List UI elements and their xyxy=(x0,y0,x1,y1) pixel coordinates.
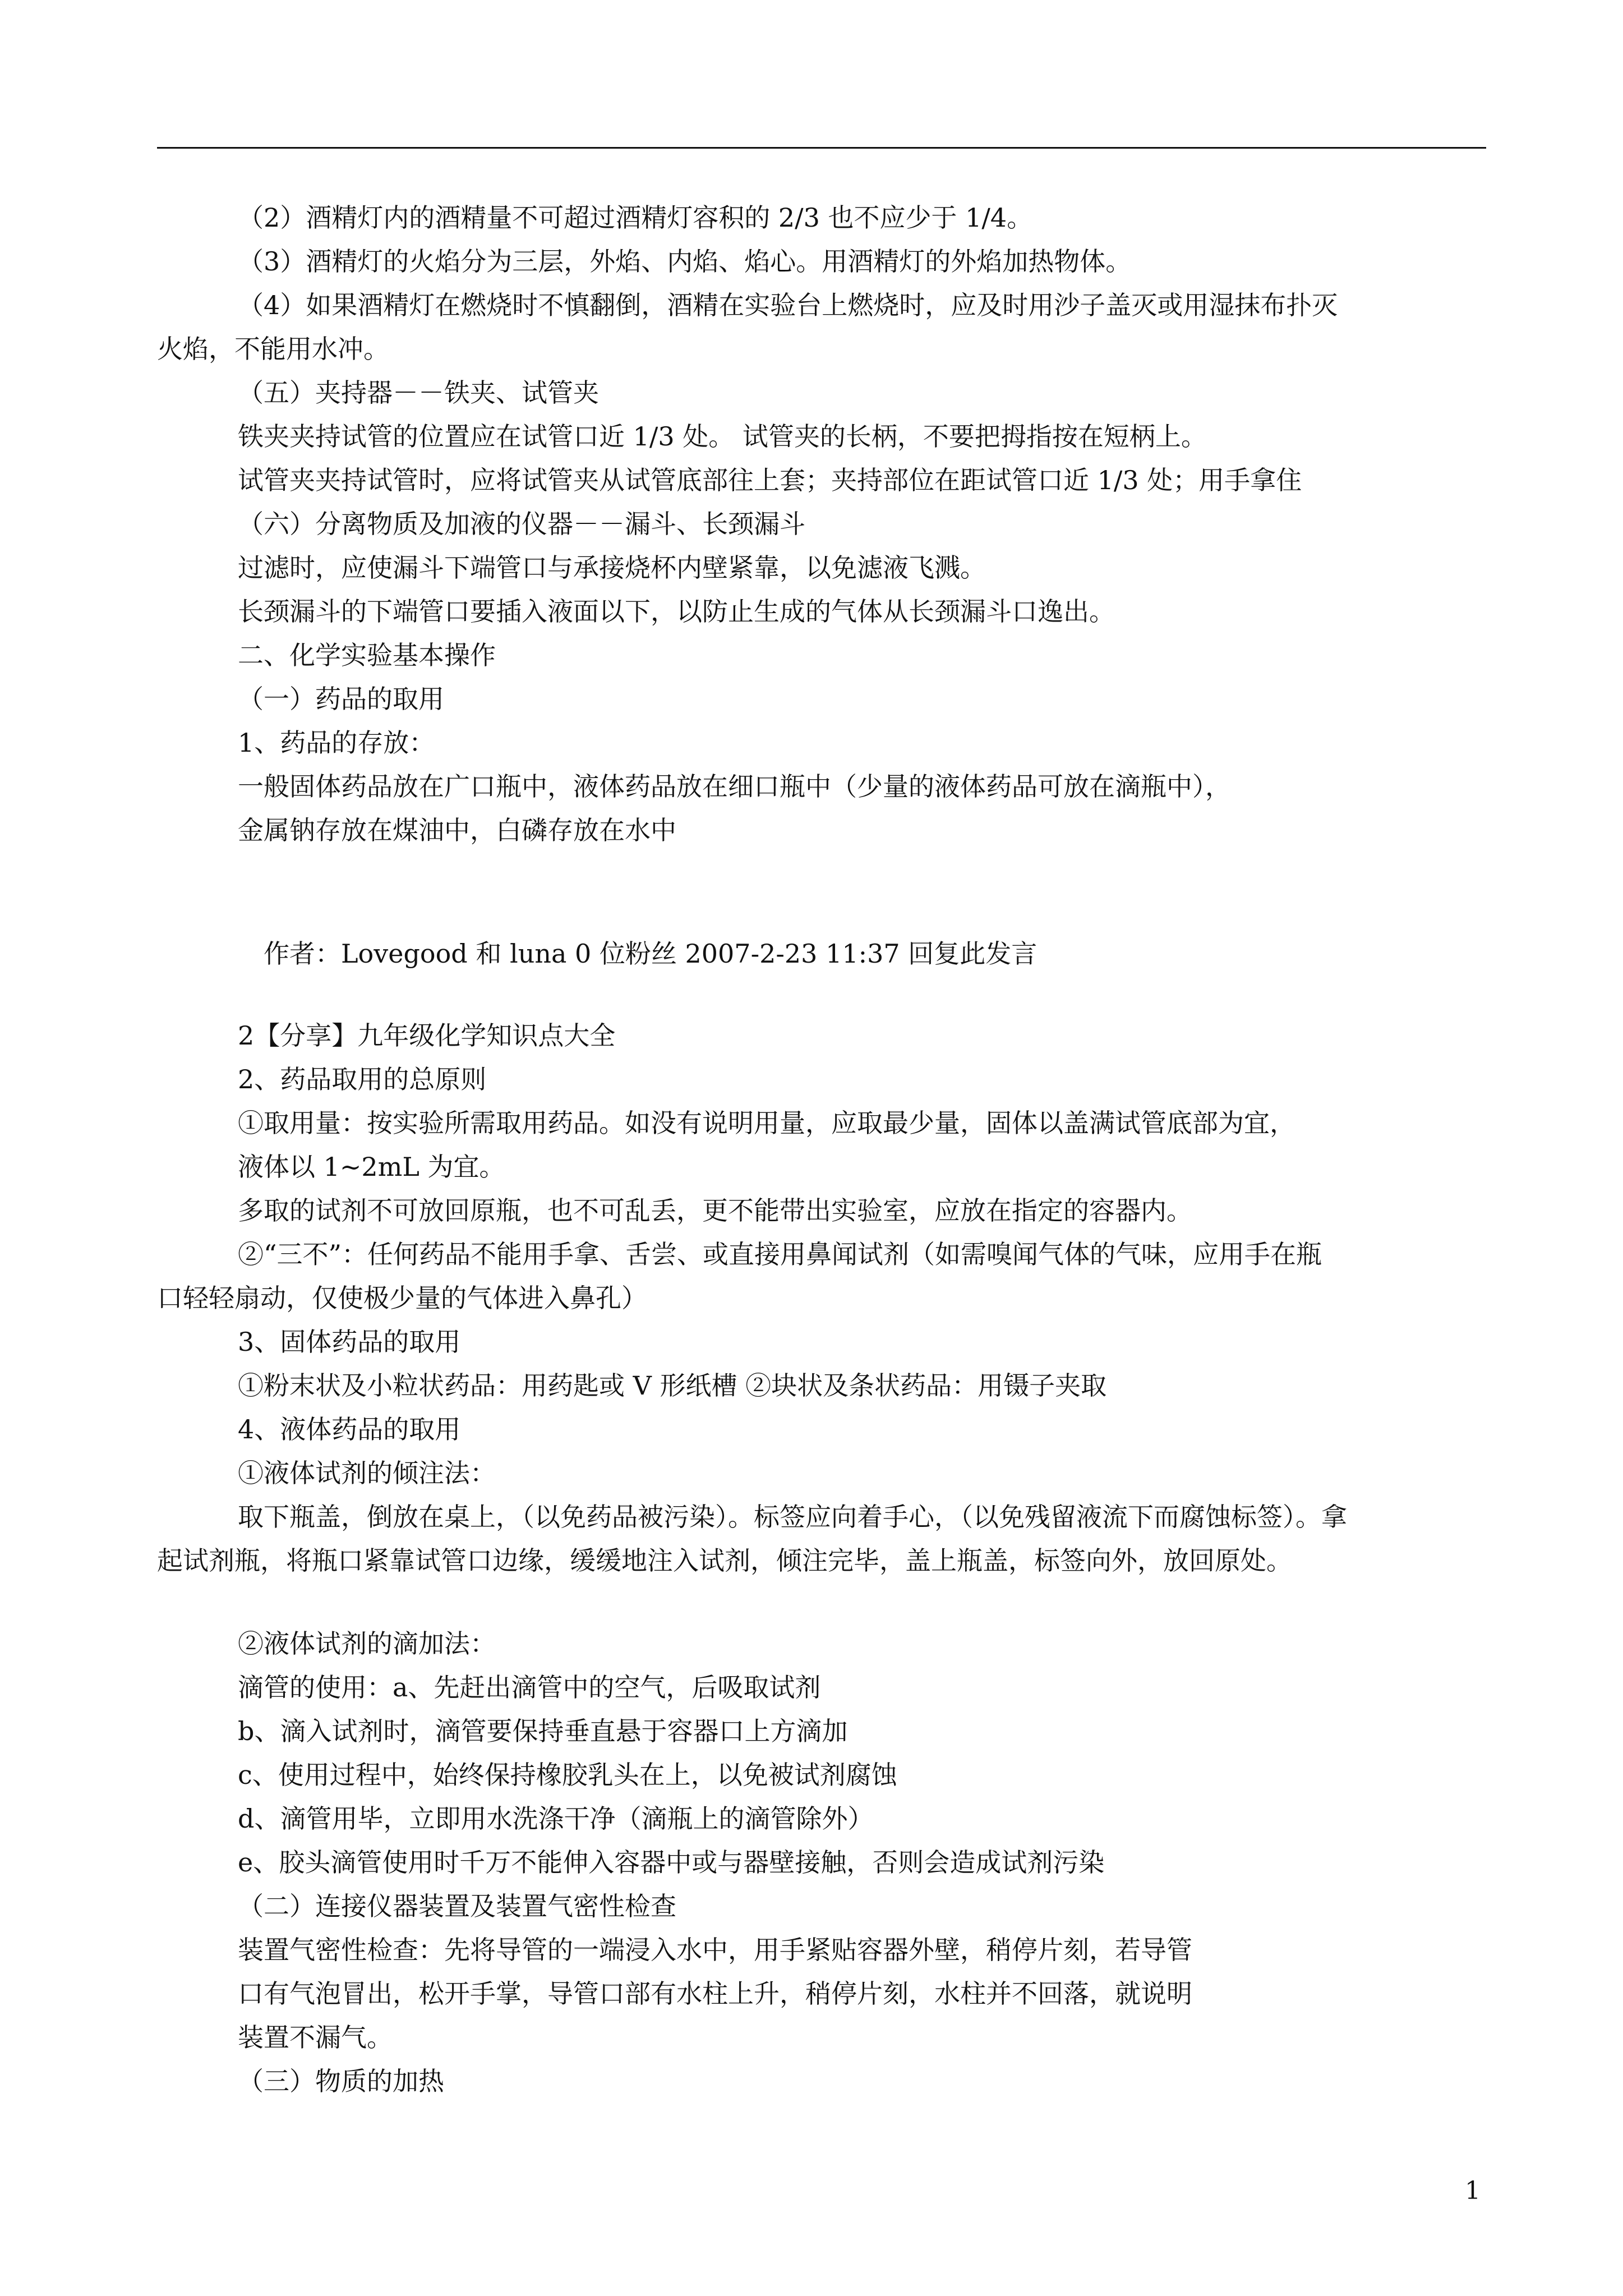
subsection-heading: （三）物质的加热 xyxy=(238,2066,444,2096)
text-line: 试管夹夹持试管时，应将试管夹从试管底部往上套；夹持部位在距试管口近 1/3 处；用手拿住 xyxy=(238,465,1302,495)
text-line: （4）如果酒精灯在燃烧时不慎翻倒，酒精在实验台上燃烧时，应及时用沙子盖灭或用湿抹布扑灭 xyxy=(238,290,1338,320)
text-line: 口有气泡冒出，松开手掌，导管口部有水柱上升，稍停片刻，水柱并不回落，就说明 xyxy=(238,1978,1192,2009)
text-line: 1、药品的存放： xyxy=(238,728,435,758)
text-line: 液体以 1~2mL 为宜。 xyxy=(238,1152,505,1182)
text-line: 火焰，不能用水冲。 xyxy=(157,334,389,364)
text-line: 3、固体药品的取用 xyxy=(238,1327,461,1357)
page-number: 1 xyxy=(1465,2177,1481,2205)
header-rule xyxy=(157,147,1486,149)
text-line: ①液体试剂的倾注法： xyxy=(238,1458,496,1488)
text-line: 铁夹夹持试管的位置应在试管口近 1/3 处。 试管夹的长柄，不要把拇指按在短柄上。 xyxy=(238,421,1207,452)
text-line: 长颈漏斗的下端管口要插入液面以下，以防止生成的气体从长颈漏斗口逸出。 xyxy=(238,596,1115,627)
text-line: ②液体试剂的滴加法： xyxy=(238,1628,496,1659)
subsection-heading: （一）药品的取用 xyxy=(238,684,444,714)
text-line: 多取的试剂不可放回原瓶，也不可乱丢，更不能带出实验室，应放在指定的容器内。 xyxy=(238,1195,1192,1226)
text-line: 滴管的使用：a、先赶出滴管中的空气，后吸取试剂 xyxy=(238,1672,821,1703)
text-line: 口轻轻扇动，仅使极少量的气体进入鼻孔） xyxy=(157,1283,647,1313)
text-line: 装置气密性检查：先将导管的一端浸入水中，用手紧贴容器外壁，稍停片刻，若导管 xyxy=(238,1935,1192,1965)
section-heading: 二、化学实验基本操作 xyxy=(238,640,496,670)
text-line: b、滴入试剂时，滴管要保持垂直悬于容器口上方滴加 xyxy=(238,1716,848,1746)
text-line: 取下瓶盖，倒放在桌上，（以免药品被污染）。标签应向着手心，（以免残留液流下而腐蚀标签）。拿 xyxy=(238,1502,1347,1532)
text-line: ②“三不”：任何药品不能用手拿、舌尝、或直接用鼻闻试剂（如需嗅闻气体的气味，应用手在瓶 xyxy=(238,1239,1322,1269)
text-line: （六）分离物质及加液的仪器－－漏斗、长颈漏斗 xyxy=(238,509,805,539)
text-line: 过滤时，应使漏斗下端管口与承接烧杯内壁紧靠，以免滤液飞溅。 xyxy=(238,553,986,583)
subsection-heading: （二）连接仪器装置及装置气密性检查 xyxy=(238,1891,676,1921)
text-line: 一般固体药品放在广口瓶中，液体药品放在细口瓶中（少量的液体药品可放在滴瓶中）， xyxy=(238,771,1231,802)
text-line: ①粉末状及小粒状药品：用药匙或 V 形纸槽 ②块状及条状药品：用镊子夹取 xyxy=(238,1370,1107,1401)
text-line: d、滴管用毕，立即用水洗涤干净（滴瓶上的滴管除外） xyxy=(238,1803,874,1834)
text-line: （2）酒精灯内的酒精量不可超过酒精灯容积的 2/3 也不应少于 1/4。 xyxy=(238,203,1033,233)
text-line: 4、液体药品的取用 xyxy=(238,1414,461,1444)
post-title: 2【分享】九年级化学知识点大全 xyxy=(238,1020,616,1051)
text-line: （3）酒精灯的火焰分为三层，外焰、内焰、焰心。用酒精灯的外焰加热物体。 xyxy=(238,246,1132,277)
text-line: 装置不漏气。 xyxy=(238,2022,393,2053)
text-line: （五）夹持器－－铁夹、试管夹 xyxy=(238,378,599,408)
text-line: 2、药品取用的总原则 xyxy=(238,1064,487,1094)
author-line: 作者：Lovegood 和 luna 0 位粉丝 2007-2-23 11:37 回复此发言 xyxy=(264,938,1038,969)
text-line: e、胶头滴管使用时千万不能伸入容器中或与器壁接触，否则会造成试剂污染 xyxy=(238,1847,1105,1878)
text-line: 金属钠存放在煤油中，白磷存放在水中 xyxy=(238,815,676,845)
text-line: 起试剂瓶，将瓶口紧靠试管口边缘，缓缓地注入试剂，倾注完毕，盖上瓶盖，标签向外，放回原处。 xyxy=(157,1545,1292,1576)
text-line: ①取用量：按实验所需取用药品。如没有说明用量，应取最少量，固体以盖满试管底部为宜， xyxy=(238,1108,1295,1138)
text-line: c、使用过程中，始终保持橡胶乳头在上，以免被试剂腐蚀 xyxy=(238,1760,897,1790)
